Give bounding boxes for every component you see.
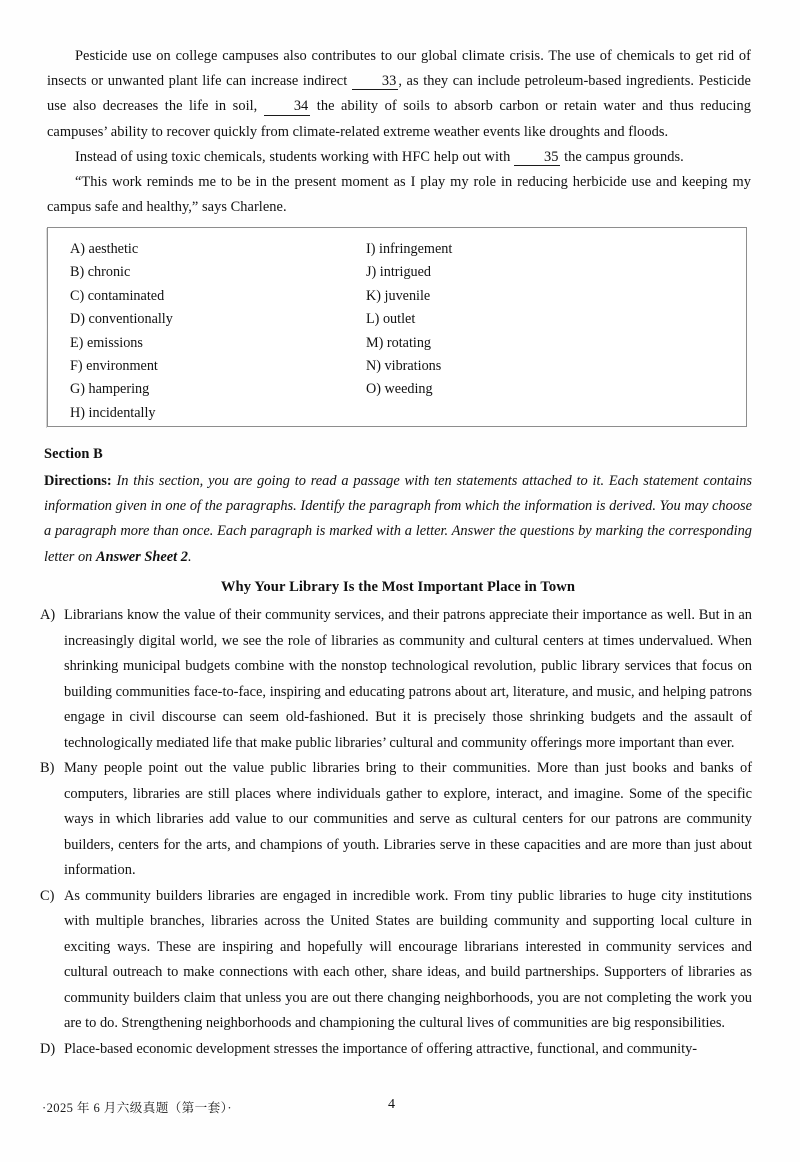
word-bank-option-letter: D) xyxy=(70,311,89,328)
word-bank-option-K[interactable] xyxy=(366,285,452,308)
word-bank-option-word: incidentally xyxy=(88,404,156,421)
word-bank-option-letter: M) xyxy=(366,334,387,351)
article-paragraph-text: Place-based economic development stresses the importance of offering attractive, functional, and community- xyxy=(64,1040,698,1057)
word-bank-option-letter: H) xyxy=(70,404,89,421)
cloze-paragraph-2 xyxy=(47,145,751,170)
word-bank-option-I[interactable] xyxy=(366,238,452,261)
page-footer xyxy=(0,1097,800,1121)
word-bank-box xyxy=(47,227,747,427)
directions-body xyxy=(44,473,752,565)
cloze-passage xyxy=(47,44,751,220)
word-bank-option-G[interactable] xyxy=(70,378,173,401)
word-bank-option-word: outlet xyxy=(382,311,416,328)
cloze-text-segment: the ability of soils to absorb carbon or retain water and thus reducing campuses’ ability to recover quickly from climate-related extreme weather events like droughts and floods. xyxy=(47,98,751,140)
cloze-text-segment: the campus grounds. xyxy=(560,148,684,165)
article-paragraph-text: As community builders libraries are engaged in incredible work. From tiny public libraries to huge city institutions with multiple branches, libraries across the United States are building community and supporting local culture in exciting ways. These are inspiring and hopefully will encourage librarians interested in community services and cultural outreach to make connections with each other, share ideas, and build partnerships. Supporters of libraries as community builders claim that unless you are out there changing neighborhoods, you are not completing the work you are to do. Strengthening neighborhoods and championing the cultural lives of communities are big responsibilities. xyxy=(64,887,752,1031)
word-bank-option-B[interactable] xyxy=(70,261,173,284)
word-bank-option-C[interactable] xyxy=(70,285,173,308)
word-bank-option-J[interactable] xyxy=(366,261,452,284)
directions-label: Directions: xyxy=(44,473,112,489)
article-paragraph-C xyxy=(40,884,752,1037)
cloze-blank-35[interactable]: 35 xyxy=(514,150,561,166)
cloze-text-segment: Pesticide use on college campuses also contributes to our global climate crisis. The use of chemicals to get rid of insects or unwanted plant life can increase indirect xyxy=(47,48,751,90)
word-bank-option-N[interactable] xyxy=(366,355,452,378)
article-paragraph-letter: A) xyxy=(40,607,56,623)
word-bank-option-letter: J) xyxy=(366,264,380,281)
article-passage xyxy=(40,603,752,1062)
article-title: Why Your Library Is the Most Important Place in Town xyxy=(220,579,576,595)
word-bank-option-word: rotating xyxy=(386,334,432,351)
article-paragraph-D xyxy=(40,1037,752,1063)
word-bank-option-letter: I) xyxy=(366,241,379,257)
cloze-paragraph-1 xyxy=(47,44,751,145)
footer-exam-label: ·2025 年 6 月六级真题（第一套）· xyxy=(42,1101,232,1115)
cloze-text-segment: “This work reminds me to be in the present moment as I play my role in reducing herbicide use and keeping my campus safe and healthy,” says Charlene. xyxy=(47,174,751,216)
word-bank-option-letter: K) xyxy=(366,287,385,304)
word-bank-option-word: hampering xyxy=(88,381,150,398)
word-bank-option-word: contaminated xyxy=(87,287,165,304)
word-bank-option-O[interactable] xyxy=(366,378,452,401)
word-bank-option-word: aesthetic xyxy=(88,241,139,257)
word-bank-option-word: juvenile xyxy=(384,287,431,304)
article-paragraph-letter: B) xyxy=(40,760,55,776)
cloze-paragraph-3 xyxy=(47,170,751,220)
word-bank-option-word: weeding xyxy=(384,381,433,398)
word-bank-option-letter: E) xyxy=(70,334,87,351)
word-bank-option-M[interactable] xyxy=(366,332,452,355)
word-bank-option-F[interactable] xyxy=(70,355,173,378)
article-paragraph-text: Librarians know the value of their community services, and their patrons appreciate their importance as well. But in an increasingly digital world, we see the role of libraries as community and cultural centers at times undervalued. When shrinking municipal budgets combine with the nonstop technological revolution, public library services that focus on building communities face-to-face, inspiring and educating patrons about art, literature, and music, and helping patrons engage in civil discourse can seem old-fashioned. But it is precisely those shrinking budgets and the assault of technologically mediated life that make public libraries’ cultural and community offerings more important than ever. xyxy=(64,607,752,751)
cloze-text-segment: , as they can include petroleum-based ingredients. Pesticide use also decreases the life in soil, xyxy=(47,73,751,115)
word-bank-option-word: vibrations xyxy=(384,358,442,375)
cloze-blank-34[interactable]: 34 xyxy=(264,99,311,115)
word-bank-option-letter: A) xyxy=(70,241,89,257)
word-bank-option-H[interactable] xyxy=(70,402,173,425)
word-bank-option-word: environment xyxy=(86,358,158,375)
word-bank-option-D[interactable] xyxy=(70,308,173,331)
section-b-heading: Section B xyxy=(44,446,103,462)
word-bank-option-letter: G) xyxy=(70,381,89,398)
word-bank-option-letter: B) xyxy=(70,264,88,281)
word-bank-option-E[interactable] xyxy=(70,332,173,355)
section-b-directions xyxy=(44,469,752,570)
word-bank-left-column xyxy=(70,238,173,425)
word-bank-option-letter: O) xyxy=(366,381,385,398)
cloze-text-segment: Instead of using toxic chemicals, students working with HFC help out with xyxy=(75,148,514,165)
word-bank-option-L[interactable] xyxy=(366,308,452,331)
directions-text-part2: . xyxy=(187,548,192,565)
article-paragraph-A xyxy=(40,603,752,756)
word-bank-option-word: infringement xyxy=(379,241,453,257)
directions-text-part1: In this section, you are going to read a passage with ten statements attached to it. Each statement contains information given in one of the paragraphs. Identify the paragraph from which the information is derived. You may choose a paragraph more than once. Each paragraph is marked with a letter. Answer the questions by marking the corresponding letter on xyxy=(44,473,752,565)
article-paragraph-B xyxy=(40,756,752,884)
word-bank-option-word: emissions xyxy=(86,334,143,351)
word-bank-option-letter: C) xyxy=(70,287,88,304)
word-bank-option-letter: L) xyxy=(366,311,383,328)
word-bank-inner xyxy=(48,228,746,426)
word-bank-option-letter: N) xyxy=(366,358,385,375)
article-paragraph-text: Many people point out the value public libraries bring to their communities. More than just books and banks of computers, libraries are still places where individuals gather to explore, interact, and imagine. Some of the specific ways in which libraries add value to our communities and serve as cultural centers for our patrons are community builders, centers for the arts, and champions of youth. Libraries serve in these capacities and are more than just about information. xyxy=(64,760,752,878)
article-paragraph-letter: D) xyxy=(40,1040,56,1057)
word-bank-option-A[interactable] xyxy=(70,238,173,261)
word-bank-option-letter: F) xyxy=(70,358,87,375)
footer-page-number: 4 xyxy=(388,1097,395,1112)
word-bank-option-word: conventionally xyxy=(88,311,173,328)
word-bank-option-word: chronic xyxy=(87,264,131,281)
word-bank-option-word: intrigued xyxy=(379,264,432,281)
cloze-blank-33[interactable]: 33 xyxy=(352,74,399,90)
answer-sheet-reference: Answer Sheet 2 xyxy=(95,548,188,565)
article-paragraph-letter: C) xyxy=(40,887,55,904)
word-bank-right-column xyxy=(366,238,452,402)
